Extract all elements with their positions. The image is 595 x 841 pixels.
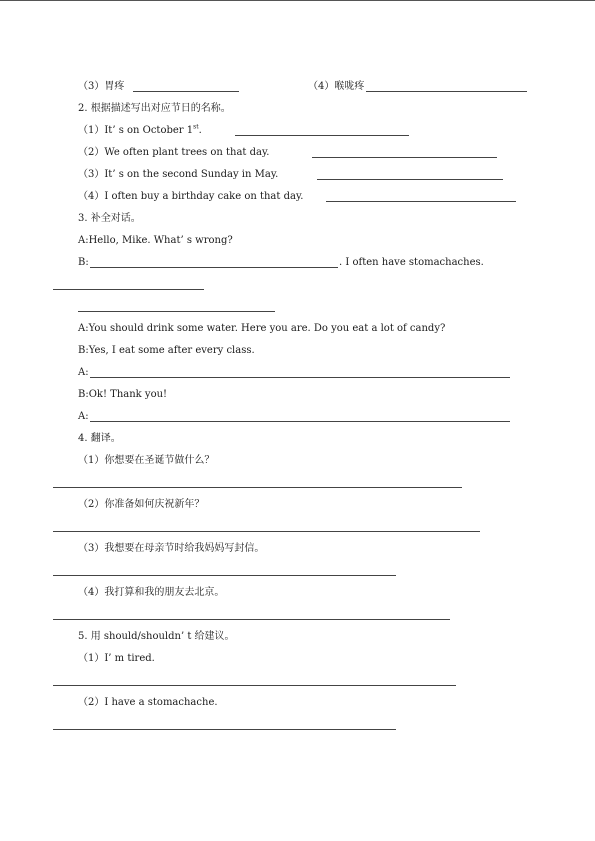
q1-item-4: （4）喉咙疼 (308, 81, 365, 92)
q2-sentence-1-text: （1）It’ s on October 1 (78, 125, 194, 136)
page-top-rule (0, 0, 595, 1)
q2-sentence-3: （3）It’ s on the second Sunday in May. (78, 169, 279, 180)
q3-dialogue-line-5-speaker: A: (78, 367, 89, 378)
q3-dialogue-line-7-speaker: A: (78, 411, 89, 422)
q4-sentence-1: （1）你想要在圣诞节做什么？ (78, 455, 215, 466)
q2-answer-blank-2[interactable] (312, 157, 497, 158)
q4-sentence-2: （2）你准备如何庆祝新年？ (78, 499, 205, 510)
q3-dialogue-line-3: A:You should drink some water. Here you are. Do you eat a lot of candy? (78, 323, 446, 334)
q3-answer-blank-7[interactable] (90, 421, 510, 422)
q1-answer-blank-4[interactable] (366, 91, 527, 92)
q2-sentence-1-period: . (198, 125, 202, 136)
q3-dialogue-line-1: A:Hello, Mike. What’ s wrong? (78, 235, 233, 246)
q4-sentence-3: （3）我想要在母亲节时给我妈妈写封信。 (78, 543, 265, 554)
q2-answer-blank-1[interactable] (235, 135, 409, 136)
q3-answer-blank-2a[interactable] (90, 267, 338, 268)
q3-dialogue-line-2-speaker: B: (78, 257, 89, 268)
q2-sentence-4: （4）I often buy a birthday cake on that day. (78, 191, 304, 202)
q3-dialogue-line-2-text: . I often have stomachaches. (339, 257, 484, 268)
q5-sentence-1: （1）I’ m tired. (78, 653, 155, 664)
q4-answer-blank-3[interactable] (53, 575, 396, 576)
q2-answer-blank-4[interactable] (326, 201, 516, 202)
q2-sentence-1-superscript: st (193, 123, 199, 131)
q3-dialogue-line-4: B:Yes, I eat some after every class. (78, 345, 255, 356)
q3-answer-blank-2b[interactable] (53, 289, 204, 290)
q4-answer-blank-4[interactable] (53, 619, 450, 620)
q3-answer-blank-2c[interactable] (78, 311, 275, 312)
q2-sentence-1 (78, 125, 202, 137)
q2-heading: 2. 根据描述写出对应节日的名称。 (78, 103, 231, 114)
q4-answer-blank-1[interactable] (53, 487, 462, 488)
q2-answer-blank-3[interactable] (317, 179, 503, 180)
q3-dialogue-line-6: B:Ok! Thank you! (78, 389, 168, 400)
q5-heading: 5. 用 should/shouldn’ t 给建议。 (78, 631, 235, 642)
q4-answer-blank-2[interactable] (53, 531, 480, 532)
q3-answer-blank-5[interactable] (90, 377, 510, 378)
q5-sentence-2: （2）I have a stomachache. (78, 697, 218, 708)
q2-sentence-2: （2）We often plant trees on that day. (78, 147, 270, 158)
q4-sentence-4: （4）我打算和我的朋友去北京。 (78, 587, 225, 598)
q4-heading: 4. 翻译。 (78, 433, 121, 444)
q5-answer-blank-1[interactable] (53, 685, 456, 686)
q1-answer-blank-3[interactable] (133, 91, 239, 92)
q3-heading: 3. 补全对话。 (78, 213, 141, 224)
q1-item-3: （3）胃疼 (78, 81, 125, 92)
q5-answer-blank-2[interactable] (53, 729, 396, 730)
